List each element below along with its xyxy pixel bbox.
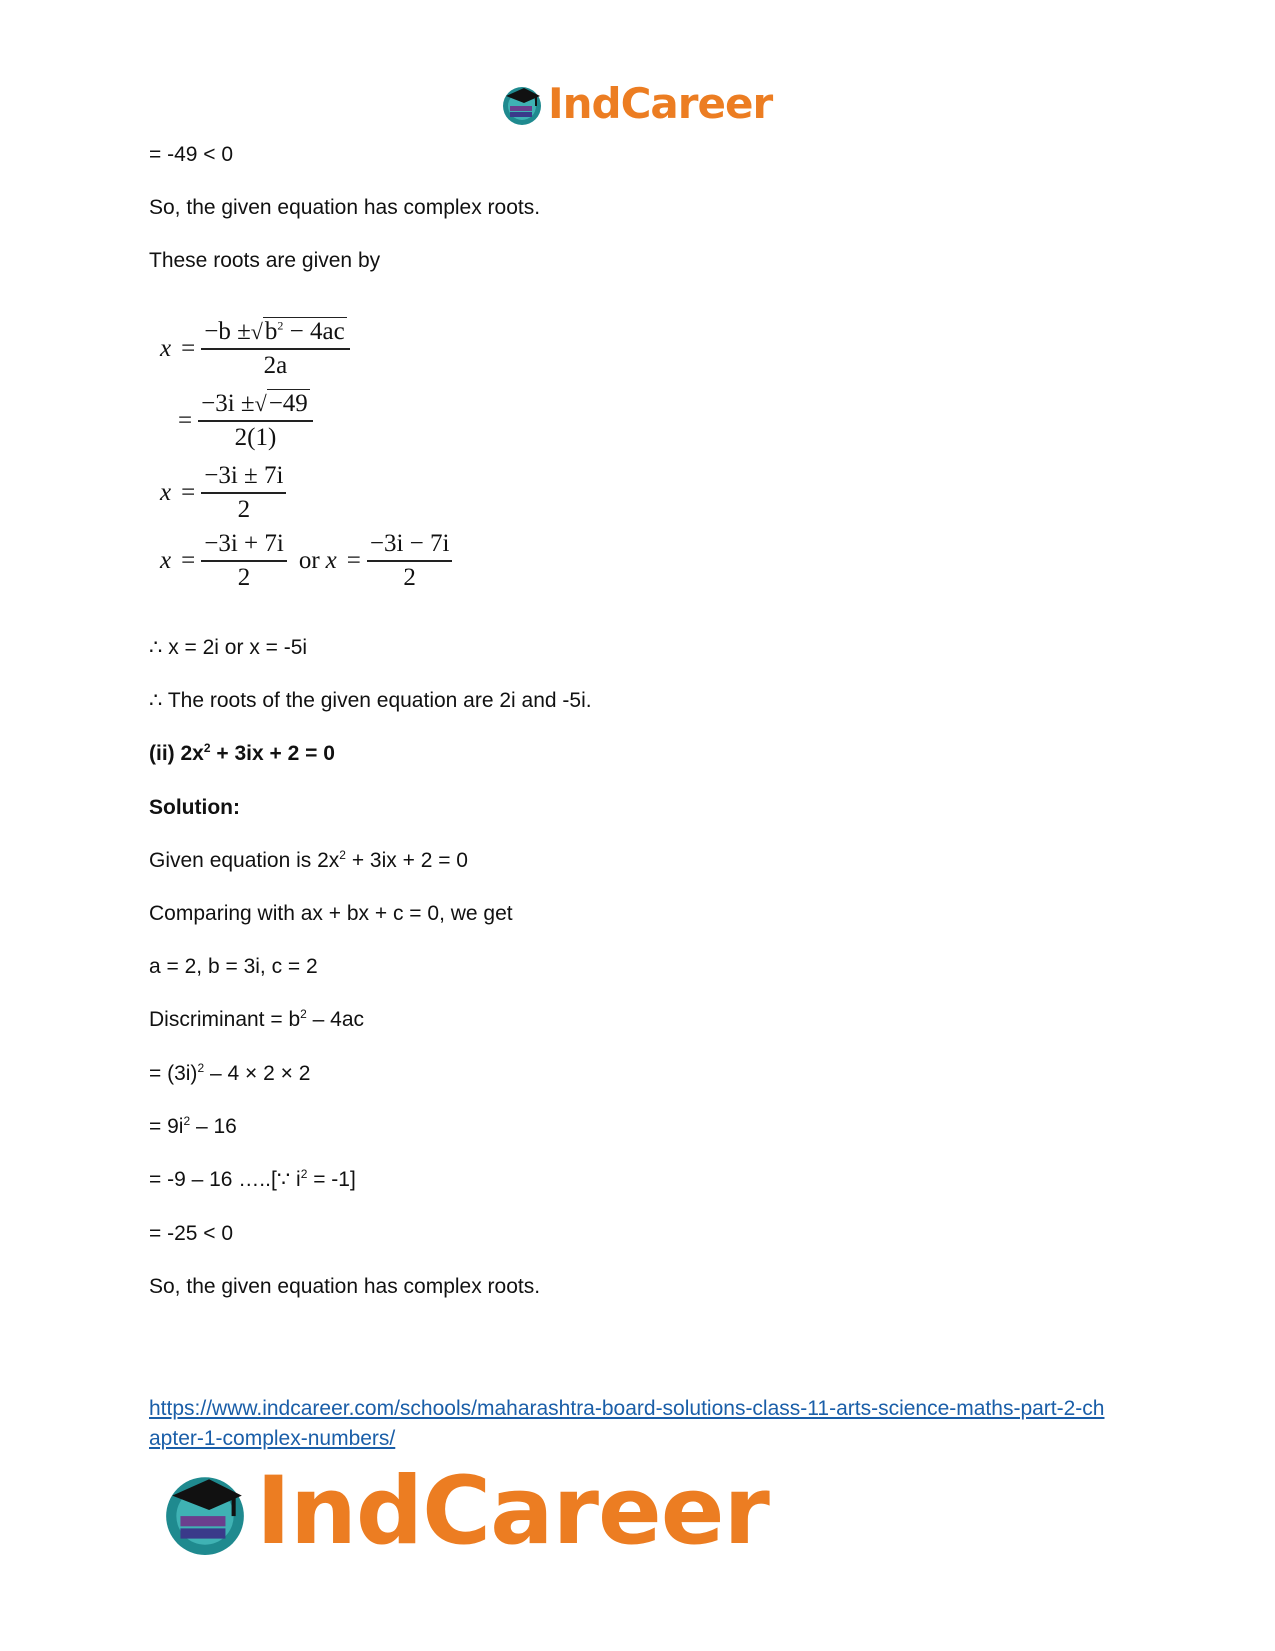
solution-heading: Solution: [149, 796, 240, 819]
text-line: So, the given equation has complex roots. [149, 1275, 541, 1298]
formula-fraction: $\frac{-3i \pm 7i}{2}$ [201, 462, 286, 524]
text-line: ∴ x = 2i or x = -5i [149, 636, 308, 659]
formula-fraction: $\frac{-3i \pm√-49}{2(1)}$ [198, 390, 313, 452]
text-line: Given equation is $2x^2 + 3ix + 2 = 0$ [149, 848, 468, 872]
brand-name: IndCareer [548, 79, 773, 128]
header-logo [500, 78, 772, 130]
formula-fraction: $\frac{-b \pm√b^2 - 4ac}{2a}$ [201, 318, 349, 380]
graduation-cap-icon [500, 82, 544, 126]
question-heading: (ii) $2x^2 + 3ix + 2 = 0$ [149, 741, 335, 765]
text-line: Comparing with ax + bx + c = 0, we get [149, 902, 513, 925]
brand-name: IndCareer [256, 1457, 769, 1566]
text-line: = -49 < 0 [149, 143, 234, 166]
text-line: = $(3i)^2 - 4 \times 2 \times 2$ [149, 1061, 311, 1085]
source-link[interactable]: https://www.indcareer.com/schools/maharashtra-board-solutions-class-11-arts-science-maths-part-2-chapter-1-complex-numbers/ [149, 1397, 1105, 1450]
text-line: ∴ The roots of the given equation are 2i and -5i. [149, 689, 592, 712]
text-line: These roots are given by [149, 249, 381, 272]
text-line: = -25 < 0 [149, 1222, 234, 1245]
formula-fraction: $\frac{-3i + 7i}{2}$ [201, 530, 287, 592]
text-line: So, the given equation has complex roots. [149, 196, 541, 219]
footer-logo [160, 1457, 769, 1566]
text-line: Discriminant = $b^2 - 4ac$ [149, 1007, 365, 1031]
graduation-cap-icon [160, 1467, 250, 1557]
text-line: = -9 – 16 …..[∵ $i^2 = -1$] [149, 1167, 356, 1191]
text-line: = $9i^2 - 16$ [149, 1114, 237, 1138]
text-line: a = 2, b = 3i, c = 2 [149, 955, 318, 978]
quadratic-formula-image: x = $\frac{-b \pm√b^2 - 4ac}{2a}$ = $\frac{-3i \pm√-49}{2(1)}$ x = $\frac{-3i \pm 7i}{2}$ x = $\frac{-3i + 7i}{2}$ or x = $\frac{-3i - 7i}{2}$ [160, 318, 480, 608]
formula-fraction: $\frac{-3i - 7i}{2}$ [367, 530, 453, 592]
